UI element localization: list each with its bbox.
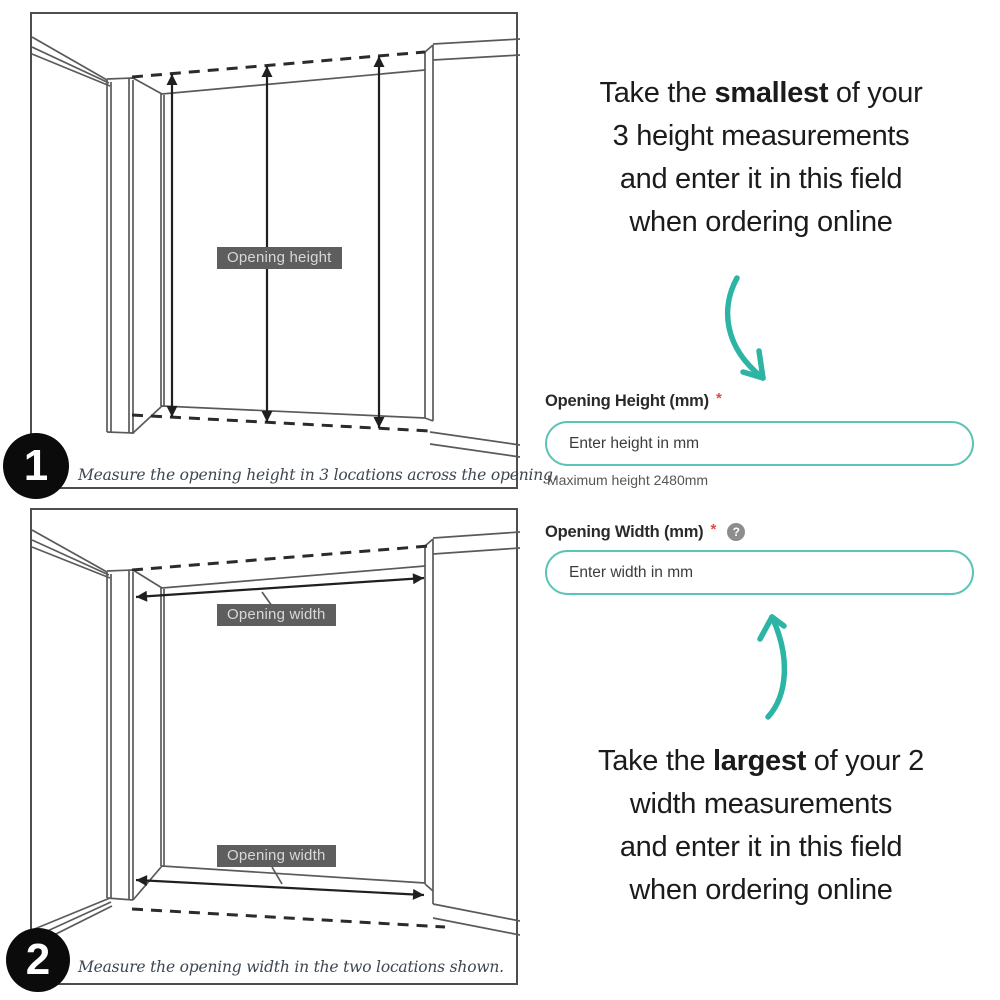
opening-width-label-bottom: Opening width [217, 845, 336, 867]
width-instruction-text [533, 740, 989, 912]
max-height-helper-text: Maximum height 2480mm [547, 472, 709, 488]
required-asterisk: * [710, 520, 717, 538]
help-icon[interactable]: ? [727, 523, 745, 541]
step2-caption: Measure the opening width in the two locations shown. [78, 958, 504, 976]
step-2-badge [6, 928, 70, 992]
height-instruction-line2: 3 height measurements [612, 120, 910, 152]
opening-height-label: Opening height [217, 247, 342, 269]
opening-height-field-label-row [545, 391, 722, 411]
width-instruction-line4: when ordering online [629, 874, 893, 906]
step-2-number: 2 [25, 935, 51, 984]
opening-width-field-label-row [545, 522, 745, 542]
width-instruction-line1: Take the largest of your 2 [598, 745, 924, 777]
width-instruction-line3: and enter it in this field [619, 831, 903, 863]
curved-arrow-up-icon [735, 598, 815, 728]
curved-arrow-down-icon [705, 262, 785, 387]
height-instruction-text [533, 72, 989, 244]
width-instruction-line2: width measurements [629, 788, 893, 820]
step1-caption: Measure the opening height in 3 locations across the opening. [78, 466, 558, 484]
opening-height-field-label: Opening Height (mm) [545, 391, 709, 410]
opening-width-input[interactable] [545, 550, 974, 595]
height-instruction-line1: Take the smallest of your [599, 77, 923, 109]
step-1-number: 1 [23, 441, 49, 490]
height-instruction-line4: when ordering online [629, 206, 893, 238]
opening-height-input[interactable] [545, 421, 974, 466]
opening-width-label-top: Opening width [217, 604, 336, 626]
height-instruction-line3: and enter it in this field [619, 163, 903, 195]
opening-height-diagram [30, 12, 558, 489]
opening-width-diagram [30, 508, 518, 985]
opening-width-field-label: Opening Width (mm) [545, 522, 704, 541]
step-1-badge [3, 433, 69, 499]
required-asterisk: * [715, 389, 722, 407]
width-diagram-drawing [32, 510, 520, 987]
